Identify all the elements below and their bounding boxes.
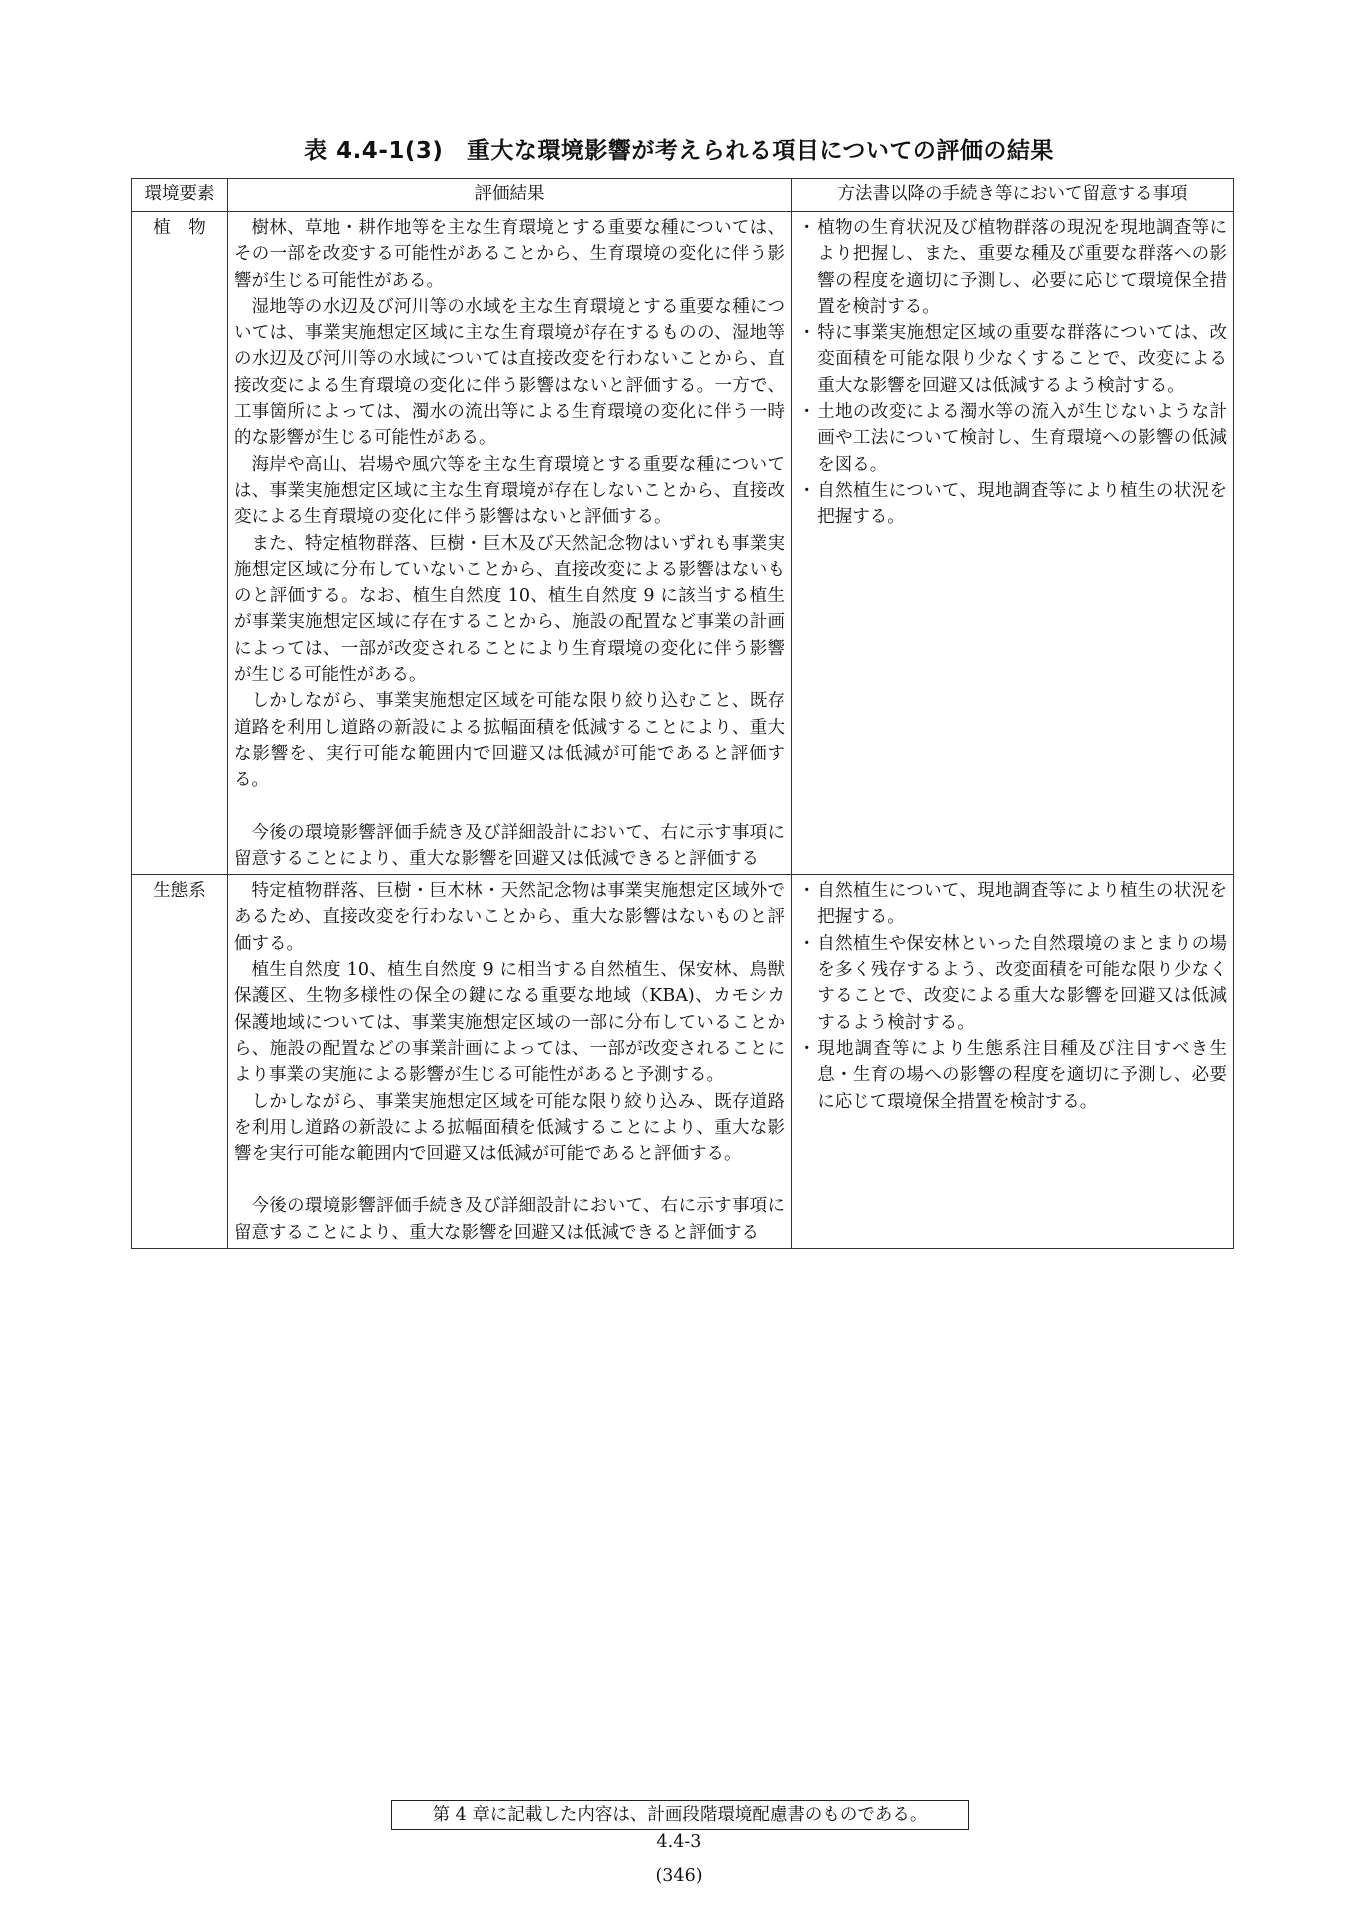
header-environment-element: 環境要素: [132, 179, 228, 212]
list-item: [798, 399, 1227, 478]
result-paragraph: 植生自然度 10、植生自然度 9 に相当する自然植生、保安林、鳥獣保護区、生物多様性の保全の鍵になる重要な地域（KBA)、カモシカ保護地域については、事業実施想定区域の一部に分布していることから、施設の配置などの事業計画によっては、一部が改変されることにより事業の実施による影響が生じる可能性があると予測する。: [234, 960, 785, 1086]
result-cell: [228, 875, 792, 1249]
note-text: 土地の改変による濁水等の流入が生じないような計画や工法について検討し、生育環境への影響の低減を図る。: [817, 402, 1227, 475]
element-cell: 植 物: [132, 212, 228, 875]
note-text: 自然植生や保安林といった自然環境のまとまりの場を多く残存するよう、改変面積を可能な限り少なくすることで、改変による重大な影響を回避又は低減するよう検討する。: [817, 933, 1227, 1033]
list-item: [798, 215, 1227, 320]
notes-cell: [792, 875, 1234, 1249]
note-text: 特に事業実施想定区域の重要な群落については、改変面積を可能な限り少なくすることで、改変による重大な影響を回避又は低減するよう検討する。: [817, 323, 1227, 396]
header-notes: 方法書以降の手続き等において留意する事項: [792, 179, 1234, 212]
notes-list: [798, 878, 1227, 1115]
list-item: [798, 1036, 1227, 1115]
note-text: 植物の生育状況及び植物群落の現況を現地調査等により把握し、また、重要な種及び重要な群落への影響の程度を適切に予測し、必要に応じて環境保全措置を検討する。: [817, 218, 1227, 317]
table-row: [132, 875, 1234, 1249]
list-item: [798, 878, 1227, 931]
result-paragraph: 今後の環境影響評価手続き及び詳細設計において、右に示す事項に留意することにより、重大な影響を回避又は低減できると評価する: [234, 822, 785, 869]
bullet-icon: ・: [798, 402, 816, 423]
notes-list: [798, 215, 1227, 531]
total-page-number: (346): [655, 1866, 703, 1886]
result-paragraph: しかしながら、事業実施想定区域を可能な限り絞り込むこと、既存道路を利用し道路の新設による拡幅面積を低減することにより、重大な影響を、実行可能な範囲内で回避又は低減が可能であると評価する。: [234, 691, 785, 791]
bullet-icon: ・: [798, 480, 816, 501]
result-paragraph: 今後の環境影響評価手続き及び詳細設計において、右に示す事項に留意することにより、重大な影響を回避又は低減できると評価する: [234, 1196, 785, 1243]
chapter-note: 第 4 章に記載した内容は、計画段階環境配慮書のものである。: [391, 1800, 969, 1830]
bullet-icon: ・: [798, 218, 816, 238]
list-item: [798, 320, 1227, 399]
bullet-icon: ・: [798, 323, 816, 344]
result-paragraph: しかしながら、事業実施想定区域を可能な限り絞り込み、既存道路を利用し道路の新設による拡幅面積を低減することにより、重大な影響を実行可能な範囲内で回避又は低減が可能であると評価する。: [234, 1091, 785, 1165]
bullet-icon: ・: [798, 881, 816, 902]
table-title: 表 4.4-1(3) 重大な環境影響が考えられる項目についての評価の結果: [304, 138, 1054, 164]
table-header-row: [132, 179, 1234, 212]
notes-cell: [792, 212, 1234, 875]
note-text: 自然植生について、現地調査等により植生の状況を把握する。: [817, 480, 1227, 528]
result-cell: [228, 212, 792, 875]
list-item: [798, 478, 1227, 531]
bullet-icon: ・: [798, 933, 816, 954]
header-evaluation-result: 評価結果: [228, 179, 792, 212]
result-paragraph: また、特定植物群落、巨樹・巨木及び天然記念物はいずれも事業実施想定区域に分布していないことから、直接改変による影響はないものと評価する。なお、植生自然度 10、植生自然度 9 に該当する植生が事業実施想定区域に存在することから、施設の配置など事業の計画によっては、一部が改変されることにより生育環境の変化に伴う影響が生じる可能性がある。: [234, 533, 785, 686]
bullet-icon: ・: [798, 1038, 816, 1059]
evaluation-table: [131, 178, 1234, 1249]
result-paragraph: 湿地等の水辺及び河川等の水域を主な生育環境とする重要な種については、事業実施想定区域に主な生育環境が存在するものの、湿地等の水辺及び河川等の水域については直接改変を行わないことから、直接改変による生育環境の変化に伴う影響はないと評価する。一方で、工事箇所によっては、濁水の流出等による生育環境の変化に伴う一時的な影響が生じる可能性がある。: [234, 296, 785, 449]
element-cell: 生態系: [132, 875, 228, 1249]
note-text: 自然植生について、現地調査等により植生の状況を把握する。: [817, 881, 1227, 928]
list-item: [798, 931, 1227, 1036]
result-paragraph: 海岸や高山、岩場や風穴等を主な生育環境とする重要な種については、事業実施想定区域に主な生育環境が存在しないことから、直接改変による生育環境の変化に伴う影響はないと評価する。: [234, 454, 785, 528]
note-text: 現地調査等により生態系注目種及び注目すべき生息・生育の場への影響の程度を適切に予測し、必要に応じて環境保全措置を検討する。: [817, 1038, 1227, 1112]
table-row: [132, 212, 1234, 875]
result-paragraph: 樹林、草地・耕作地等を主な生育環境とする重要な種については、その一部を改変する可能性があることから、生育環境の変化に伴う影響が生じる可能性がある。: [234, 218, 785, 291]
result-paragraph: 特定植物群落、巨樹・巨木林・天然記念物は事業実施想定区域外であるため、直接改変を行わないことから、重大な影響はないものと評価する。: [234, 881, 785, 954]
page-number: 4.4-3: [656, 1832, 702, 1852]
